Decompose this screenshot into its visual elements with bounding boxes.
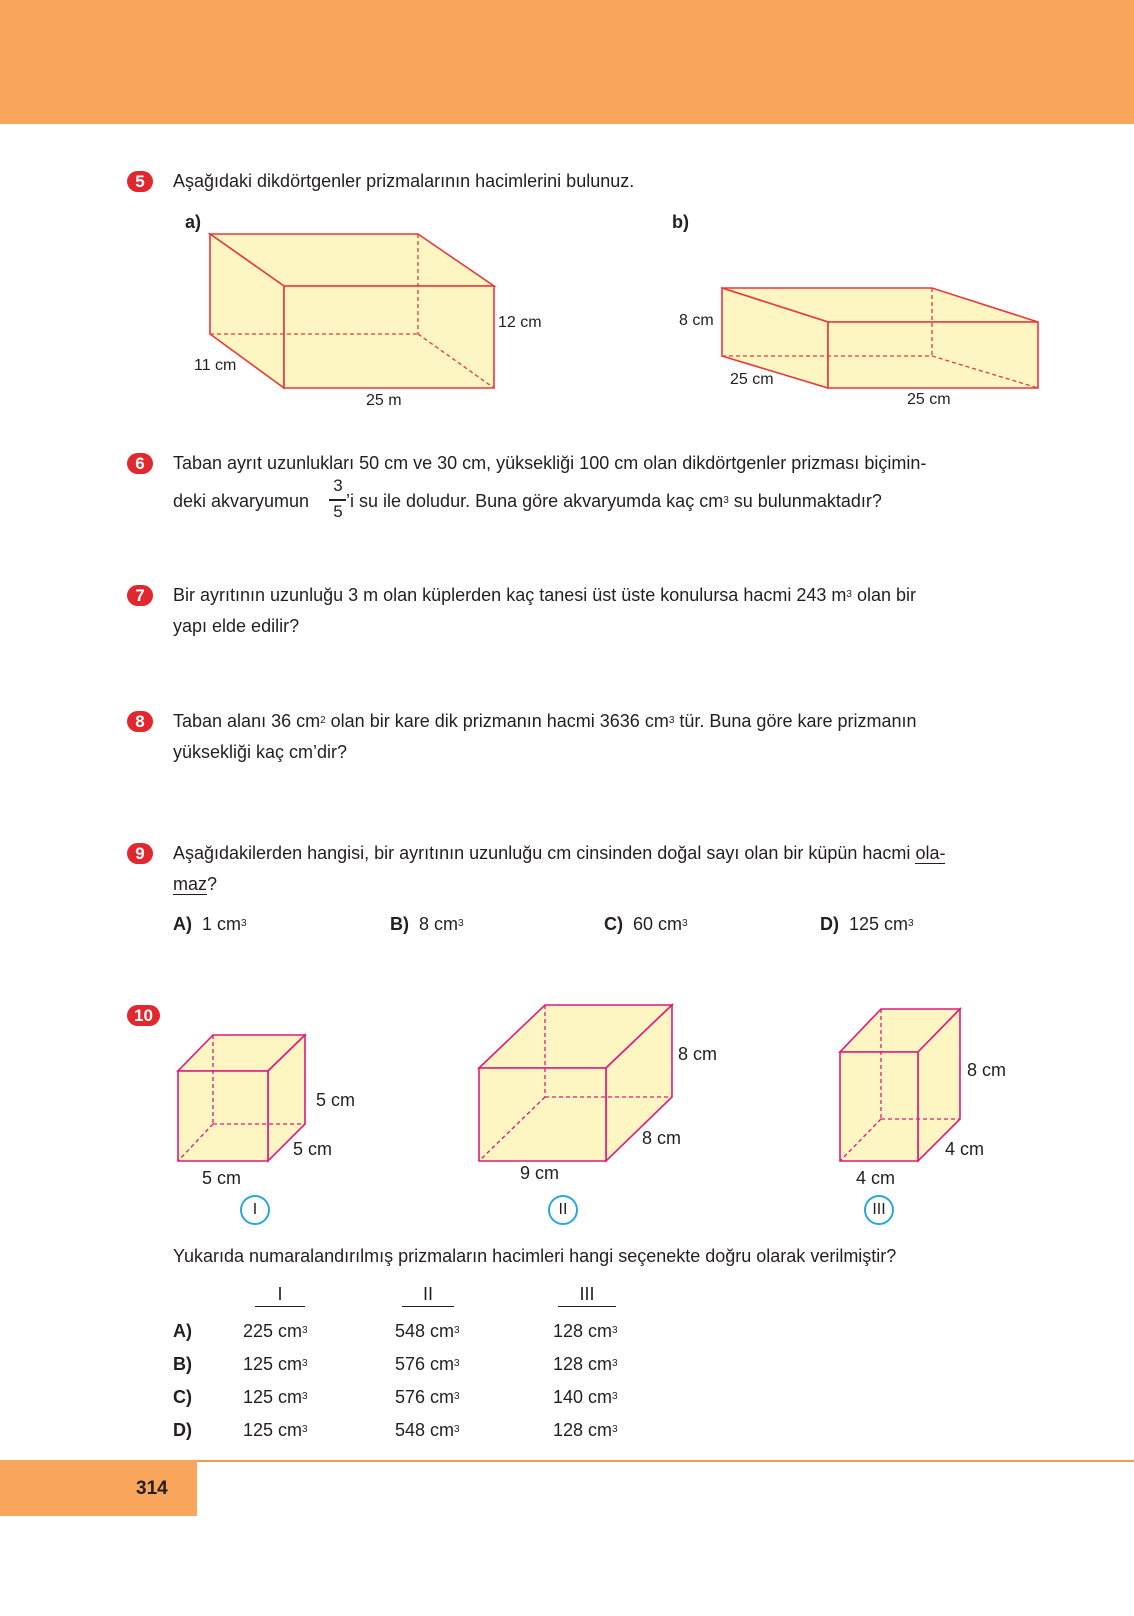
q8-text-c: tür. Buna göre kare prizmanın xyxy=(674,711,917,731)
table-col-III: III xyxy=(558,1282,616,1307)
question-8-badge: 8 xyxy=(127,711,153,732)
q9-option-d-key: D) xyxy=(820,914,839,934)
page-number: 314 xyxy=(136,1478,168,1499)
q9-option-a-key: A) xyxy=(173,914,192,934)
answer-d-II xyxy=(395,1415,460,1446)
prism-I-height-label: 5 cm xyxy=(316,1090,356,1110)
answer-b-II-sup: 3 xyxy=(454,1358,460,1369)
answer-c-II-sup: 3 xyxy=(454,1391,460,1402)
answer-d-I-value: 125 cm xyxy=(243,1420,303,1440)
answer-a-III xyxy=(553,1316,618,1347)
answer-c-I xyxy=(243,1382,308,1413)
question-9-badge: 9 xyxy=(127,843,153,864)
answer-b-I xyxy=(243,1349,308,1380)
q8-sup-2: 3 xyxy=(668,715,675,726)
question-6-line-1: Taban ayrıt uzunlukları 50 cm ve 30 cm, yüksekliği 100 cm olan dikdörtgenler prizması biçimin- xyxy=(173,453,927,473)
answer-d-I-sup: 3 xyxy=(302,1424,308,1435)
answer-c-III-value: 140 cm xyxy=(553,1387,613,1407)
question-6-line-2-start: deki akvaryumun xyxy=(173,491,310,511)
prism-III-depth-label: 4 cm xyxy=(945,1139,985,1159)
prism-a-height-label: 12 cm xyxy=(498,314,542,331)
answer-d-I xyxy=(243,1415,308,1446)
answer-d-III-value: 128 cm xyxy=(553,1420,613,1440)
prism-II-depth-label: 8 cm xyxy=(642,1128,682,1148)
q9-option-a-sup: 3 xyxy=(241,918,247,929)
q9-option-d-sup: 3 xyxy=(908,918,914,929)
answer-d-II-value: 548 cm xyxy=(395,1420,455,1440)
answer-b-III-sup: 3 xyxy=(612,1358,618,1369)
answer-c-III xyxy=(553,1382,618,1413)
prism-II-width-label: 9 cm xyxy=(520,1163,560,1183)
prism-III-height-label: 8 cm xyxy=(967,1060,1007,1080)
q7-text-a: Bir ayrıtının uzunluğu 3 m olan küplerden kaç tanesi üst üste konulursa hacmi 243 m xyxy=(173,585,847,605)
answer-d-III-sup: 3 xyxy=(612,1424,618,1435)
answer-c-I-sup: 3 xyxy=(302,1391,308,1402)
q9-option-b-sup: 3 xyxy=(458,918,464,929)
prism-II-height-label: 8 cm xyxy=(678,1044,718,1064)
q6-text-b: ’i su ile doludur. Buna göre akvaryumda kaç cm xyxy=(346,491,724,511)
q7-sup: 3 xyxy=(846,589,852,600)
q8-text-a: Taban alanı 36 cm xyxy=(173,711,321,731)
prism-II-marker: II xyxy=(548,1195,578,1225)
answer-a-III-value: 128 cm xyxy=(553,1321,613,1341)
q6-sup: 3 xyxy=(723,495,729,506)
table-col-I: I xyxy=(255,1282,305,1307)
answer-a-I-sup: 3 xyxy=(302,1325,308,1336)
question-7-line-2: yapı elde edilir? xyxy=(173,616,300,636)
question-8-line-2: yüksekliği kaç cm’dir? xyxy=(173,742,348,762)
q9-text-a: Aşağıdakilerden hangisi, bir ayrıtının uzunluğu cm cinsinden doğal sayı olan bir küpün hacmi xyxy=(173,843,916,863)
answer-c-III-sup: 3 xyxy=(612,1391,618,1402)
q9-option-b-value: 8 cm xyxy=(419,914,459,934)
answer-d-II-sup: 3 xyxy=(454,1424,460,1435)
question-5-badge: 5 xyxy=(127,171,153,192)
q6-text-c: su bulunmaktadır? xyxy=(728,491,882,511)
answer-b-III xyxy=(553,1349,618,1380)
answer-a-II-sup: 3 xyxy=(454,1325,460,1336)
answer-a-III-sup: 3 xyxy=(612,1325,618,1336)
q9-option-c-key: C) xyxy=(604,914,623,934)
q8-text-b: olan bir kare dik prizmanın hacmi 3636 cm xyxy=(325,711,669,731)
question-7-badge: 7 xyxy=(127,585,153,606)
q9-option-d-value: 125 cm xyxy=(849,914,909,934)
prism-b-depth-label: 25 cm xyxy=(730,371,774,388)
prism-III-width-label: 4 cm xyxy=(856,1168,896,1188)
answer-b-III-value: 128 cm xyxy=(553,1354,613,1374)
prism-I-width-label: 5 cm xyxy=(202,1168,242,1188)
fraction-denominator: 5 xyxy=(333,502,343,521)
q9-option-b-key: B) xyxy=(390,914,409,934)
prism-III-marker: III xyxy=(864,1195,894,1225)
prism-a-width-label: 25 m xyxy=(366,392,402,409)
question-5-text: Aşağıdaki dikdörtgenler prizmalarının hacimlerini bulunuz. xyxy=(173,171,635,191)
answer-a-I-value: 225 cm xyxy=(243,1321,303,1341)
prism-b-width-label: 25 cm xyxy=(907,391,951,408)
prism-a-depth-label: 11 cm xyxy=(194,357,237,374)
answer-b-I-sup: 3 xyxy=(302,1358,308,1369)
answer-b-I-value: 125 cm xyxy=(243,1354,303,1374)
answer-a-II-value: 548 cm xyxy=(395,1321,455,1341)
q5-part-b-label: b) xyxy=(672,212,689,232)
answer-c-II xyxy=(395,1382,460,1413)
prism-b-height-label: 8 cm xyxy=(679,312,714,329)
answer-a-II xyxy=(395,1316,460,1347)
answer-a-key: A) xyxy=(173,1321,192,1341)
q9-option-c-sup: 3 xyxy=(682,918,688,929)
prism-I-marker: I xyxy=(240,1195,270,1225)
answer-b-II xyxy=(395,1349,460,1380)
q8-sup-1: 2 xyxy=(320,715,326,726)
answer-a-I xyxy=(243,1316,308,1347)
fraction-numerator: 3 xyxy=(333,476,343,495)
answer-d-key: D) xyxy=(173,1420,192,1440)
answer-d-III xyxy=(553,1415,618,1446)
table-col-II: II xyxy=(402,1282,454,1307)
q9-option-a-value: 1 cm xyxy=(202,914,242,934)
q9-underlined-2: maz xyxy=(173,874,208,894)
answer-b-key: B) xyxy=(173,1354,192,1374)
answer-c-II-value: 576 cm xyxy=(395,1387,455,1407)
answer-c-I-value: 125 cm xyxy=(243,1387,303,1407)
question-10-badge: 10 xyxy=(127,1005,160,1026)
q9-text-b: ? xyxy=(207,874,218,894)
question-10-text: Yukarıda numaralandırılmış prizmaların hacimleri hangi seçenekte doğru olarak verilmiştir? xyxy=(173,1246,897,1266)
q7-text-b: olan bir xyxy=(851,585,916,605)
q5-part-a-label: a) xyxy=(185,212,202,232)
footer-line xyxy=(197,1460,1134,1462)
q9-option-c-value: 60 cm xyxy=(633,914,683,934)
answer-b-II-value: 576 cm xyxy=(395,1354,455,1374)
question-6-badge: 6 xyxy=(127,453,153,474)
prism-I-depth-label: 5 cm xyxy=(293,1139,333,1159)
q9-underlined-1: ola- xyxy=(915,843,946,863)
answer-c-key: C) xyxy=(173,1387,192,1407)
